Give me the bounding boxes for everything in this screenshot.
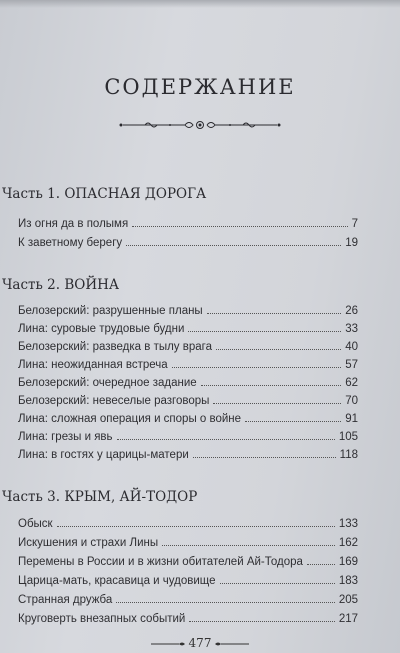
toc-entry-page: 205 <box>338 594 358 606</box>
toc-entry-page: 70 <box>345 395 358 407</box>
leader-dots <box>216 339 341 350</box>
leader-dots <box>188 321 341 332</box>
toc-entry <box>18 411 358 427</box>
toc-entry <box>18 516 358 532</box>
toc-entry-page: 40 <box>345 341 358 353</box>
footer-ornament-left-icon <box>149 640 185 648</box>
leader-dots <box>117 429 335 440</box>
leader-dots <box>126 235 341 246</box>
toc-entry <box>18 535 358 551</box>
toc-entry-page: 7 <box>351 218 358 230</box>
toc-entry-page: 33 <box>345 323 358 335</box>
toc-entry-label: Обыск <box>18 518 53 530</box>
toc-entry-label: Царица-мать, красавица и чудовище <box>18 575 216 587</box>
part-3-title: Часть 3. КРЫМ, АЙ-ТОДОР <box>2 489 198 505</box>
toc-entry-label: Лина: неожиданная встреча <box>18 359 168 371</box>
toc-entry-page: 118 <box>339 449 358 461</box>
toc-entry <box>18 216 358 232</box>
toc-entry-page: 217 <box>338 613 358 625</box>
toc-entry-page: 183 <box>338 575 358 587</box>
toc-entry-page: 62 <box>345 377 358 389</box>
toc-entry-page: 105 <box>338 431 358 443</box>
toc-entry-label: Белозерский: очередное задание <box>18 377 197 389</box>
leader-dots <box>213 393 341 404</box>
leader-dots <box>116 592 335 603</box>
toc-entry-label: Белозерский: разведка в тылу врага <box>18 341 212 353</box>
toc-entry-page: 26 <box>345 305 358 317</box>
toc-entry-label: Круговерть внезапных событий <box>18 613 186 625</box>
title-ornament-icon <box>115 118 285 132</box>
leader-dots <box>193 447 336 458</box>
toc-entry <box>18 339 358 355</box>
toc-entry-page: 162 <box>338 537 358 549</box>
toc-entry-page: 133 <box>338 518 358 530</box>
leader-dots <box>307 554 335 565</box>
page-title: СОДЕРЖАНИЕ <box>104 75 296 99</box>
toc-entry <box>18 375 358 391</box>
page-footer <box>0 636 400 650</box>
toc-entry-page: 91 <box>345 413 358 425</box>
toc-entry-label: Лина: в гостях у царицы-матери <box>18 449 189 461</box>
leader-dots <box>132 216 347 227</box>
toc-entry <box>18 554 358 570</box>
toc-entry <box>18 592 358 608</box>
toc-entry <box>18 447 358 463</box>
toc-entry <box>18 393 358 409</box>
toc-entry <box>18 573 358 589</box>
toc-entry-label: Странная дружба <box>18 594 113 606</box>
toc-entry <box>18 235 358 251</box>
toc-entry-label: Лина: суровые трудовые будни <box>18 323 185 335</box>
footer-ornament-right-icon <box>215 640 251 648</box>
toc-entry-label: Белозерский: невеселые разговоры <box>18 395 210 407</box>
toc-entry-label: Из огня да в полымя <box>18 218 129 230</box>
toc-entry-label: К заветному берегу <box>18 237 123 249</box>
leader-dots <box>220 573 335 584</box>
toc-entry <box>18 303 358 319</box>
page-number: 477 <box>188 636 212 650</box>
leader-dots <box>172 357 342 368</box>
leader-dots <box>207 303 342 314</box>
toc-entry <box>18 611 358 627</box>
toc-entry <box>18 429 358 445</box>
toc-entry-label: Лина: грезы и явь <box>18 431 113 443</box>
toc-entry-page: 19 <box>345 237 358 249</box>
leader-dots <box>57 516 335 527</box>
page-edge <box>0 0 400 8</box>
toc-entry-label: Искушения и страхи Лины <box>18 537 159 549</box>
toc-entry-page: 169 <box>338 556 358 568</box>
toc-entry-label: Белозерский: разрушенные планы <box>18 305 203 317</box>
leader-dots <box>189 611 334 622</box>
toc-entry-page: 57 <box>345 359 358 371</box>
toc-entry-label: Перемены в России и в жизни обитателей Ай-Тодора <box>18 556 303 568</box>
toc-entry <box>18 321 358 337</box>
part-2-title: Часть 2. ВОЙНА <box>2 277 120 293</box>
leader-dots <box>201 375 342 386</box>
leader-dots <box>245 411 341 422</box>
leader-dots <box>162 535 335 546</box>
toc-entry-label: Лина: сложная операция и споры о войне <box>18 413 242 425</box>
toc-entry <box>18 357 358 373</box>
part-1-title: Часть 1. ОПАСНАЯ ДОРОГА <box>2 186 207 202</box>
